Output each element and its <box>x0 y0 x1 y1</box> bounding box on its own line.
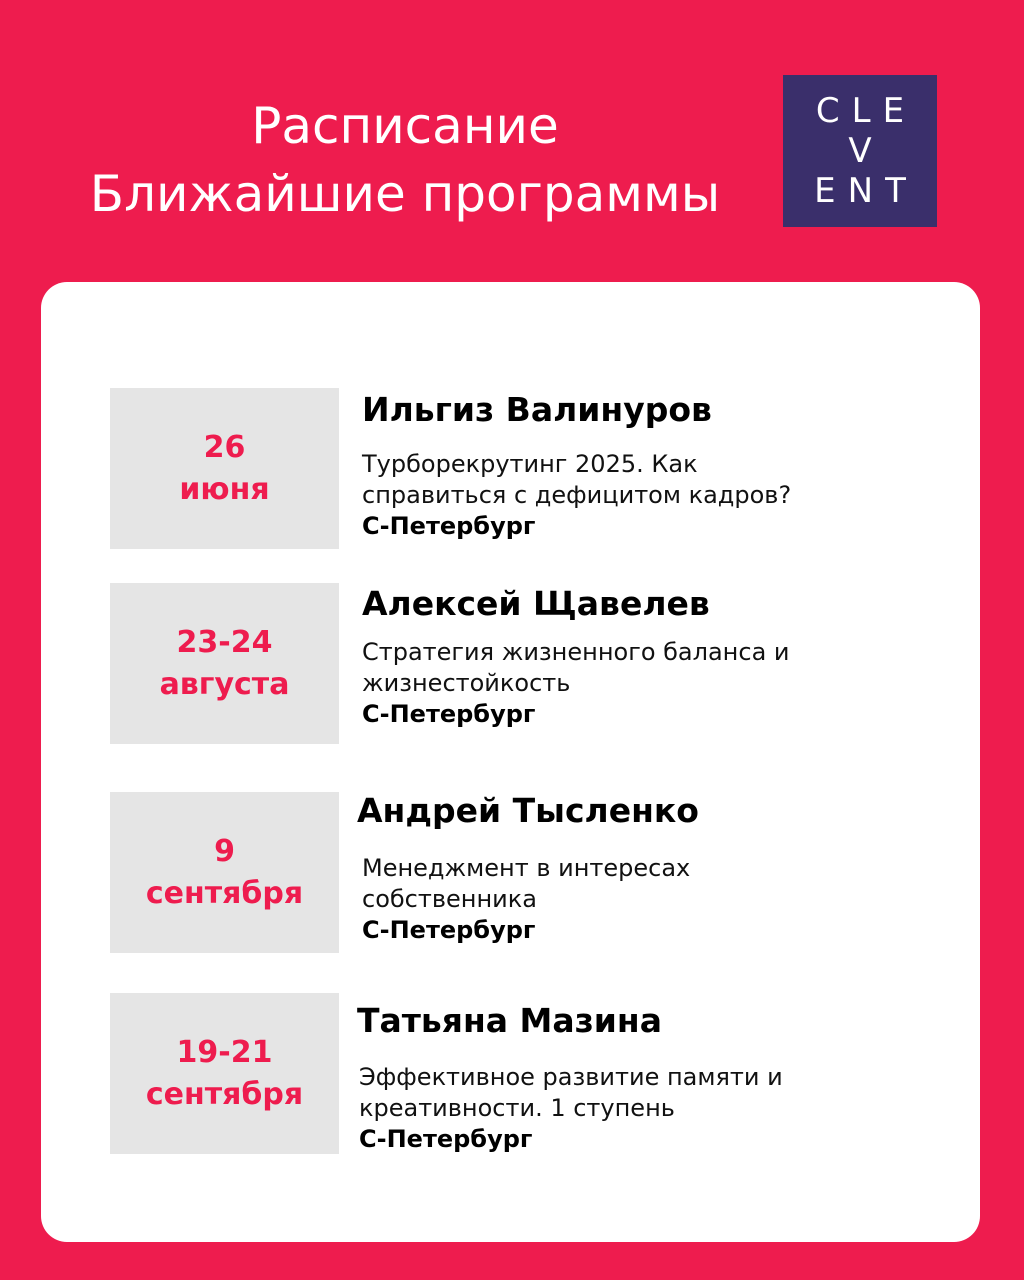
event-date <box>110 993 339 1154</box>
logo-line-3: ENT <box>814 171 918 211</box>
event-city: С-Петербург <box>359 1125 533 1153</box>
event-speaker: Татьяна Мазина <box>357 1001 662 1040</box>
event-speaker: Алексей Щавелев <box>362 584 710 623</box>
schedule-card <box>41 282 980 1242</box>
event-date-day: 23-24 <box>176 624 273 660</box>
logo-line-1: CLE <box>815 91 917 131</box>
event-city: С-Петербург <box>362 700 536 728</box>
page-title <box>0 92 810 228</box>
event-title-line-2: креативности. 1 ступень <box>359 1094 675 1122</box>
event-title-line-2: жизнестойкость <box>362 669 571 697</box>
event-date-month: августа <box>159 666 290 702</box>
event-date-month: сентября <box>145 1076 304 1112</box>
event-date <box>110 792 339 953</box>
event-date-day: 9 <box>214 833 235 869</box>
event-title-line-1: Турборекрутинг 2025. Как <box>362 450 698 478</box>
event-title-line-1: Менеджмент в интересах <box>362 854 691 882</box>
page-title-line-2: Ближайшие программы <box>89 165 721 223</box>
event-city: С-Петербург <box>362 916 536 944</box>
event-title-line-1: Стратегия жизненного баланса и <box>362 638 790 666</box>
event-date-day: 26 <box>203 429 246 465</box>
event-title-line-2: справиться с дефицитом кадров? <box>362 481 792 509</box>
event-title-line-1: Эффективное развитие памяти и <box>359 1063 783 1091</box>
page-title-line-1: Расписание <box>251 97 559 155</box>
event-title-line-2: собственника <box>362 885 537 913</box>
logo-line-2: V <box>848 131 884 171</box>
event-speaker: Ильгиз Валинуров <box>362 390 712 429</box>
event-date-day: 19-21 <box>176 1034 273 1070</box>
event-date-month: сентября <box>145 875 304 911</box>
event-speaker: Андрей Тысленко <box>357 791 699 830</box>
clevent-logo <box>783 75 937 227</box>
event-date <box>110 388 339 549</box>
event-city: С-Петербург <box>362 512 536 540</box>
event-date-month: июня <box>179 471 270 507</box>
event-date <box>110 583 339 744</box>
